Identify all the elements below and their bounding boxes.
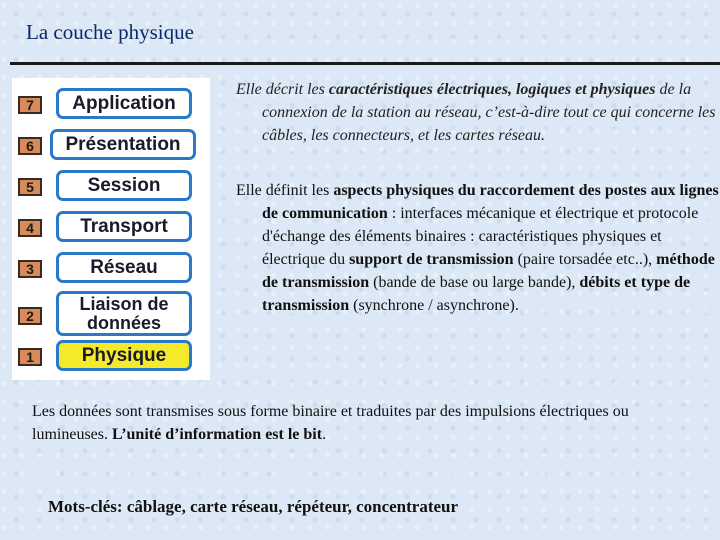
bold-text: aspects physiques du raccordement des postes aux lignes de communication [262,182,719,222]
description-paragraph-3 [32,400,692,446]
description-paragraph-2 [236,179,720,317]
text: Les données sont transmises sous forme binaire et traduites par des impulsions électriques ou lumineuses. [32,403,629,443]
layer-label: Présentation [50,129,196,160]
text: Elle définit les [236,182,334,199]
layer-label: Liaison de données [56,291,192,336]
text: : interfaces mécanique et électrique et protocole d'échange des éléments binaires : caractéristiques physiques et électrique du [262,205,699,268]
osi-layer-7 [18,88,204,119]
keywords-line: Mots-clés: câblage, carte réseau, répéteur, concentrateur [48,497,459,516]
bold-text: caractéristiques électriques, logiques et physiques [328,81,656,98]
text: Elle décrit les [236,81,329,98]
layer-label: Session [56,170,192,201]
text: (synchrone / asynchrone). [349,297,519,314]
osi-layer-1 [18,340,204,371]
text: (paire torsadée etc..), [513,251,657,268]
text: . [322,426,327,443]
layer-number: 7 [18,96,42,114]
osi-model-diagram [12,78,210,380]
page-title: La couche physique [26,20,194,44]
bold-text: support de transmission [349,251,514,268]
layer-label: Application [56,88,192,119]
text: de la connexion de la station au réseau, c’est-à-dire tout ce qui concerne les câbles, les connecteurs, et les cartes réseau. [262,81,716,144]
osi-layer-4 [18,211,204,242]
bold-text: L’unité d’information est le bit [112,426,323,443]
layer-number: 2 [18,307,42,325]
layer-label: Transport [56,211,192,242]
layer-number: 4 [18,219,42,237]
osi-layer-5 [18,170,204,201]
layer-number: 6 [18,137,42,155]
layer-number: 1 [18,348,42,366]
osi-layer-6 [18,129,204,160]
osi-layer-2 [18,291,204,336]
layer-label-highlighted: Physique [56,340,192,371]
bold-text: méthode de transmission [262,251,715,291]
text: (bande de base ou large bande), [369,274,580,291]
bold-text: débits et type de transmission [262,274,691,314]
title-divider [10,62,720,65]
layer-number: 3 [18,260,42,278]
description-paragraph-1 [236,78,720,147]
osi-layer-3 [18,252,204,283]
layer-label: Réseau [56,252,192,283]
layer-number: 5 [18,178,42,196]
